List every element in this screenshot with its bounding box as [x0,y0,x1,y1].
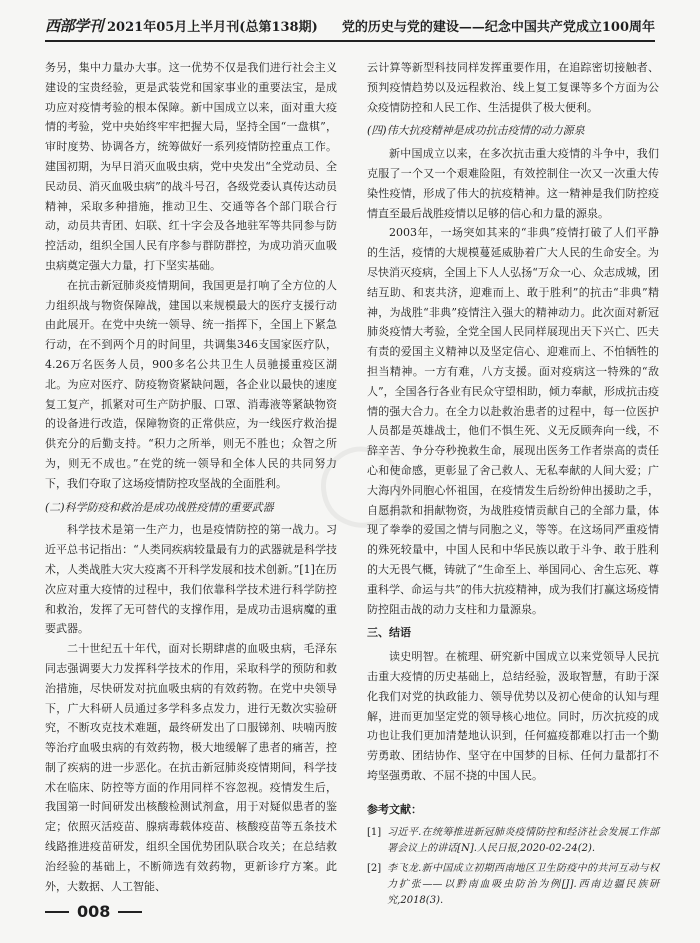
page-number: 008 [77,902,111,921]
paragraph: 读史明智。在梳理、研究新中国成立以来党领导人民抗击重大疫情的历史基础上，总结经验，汲取智慧，有助于深化我们对党的执政能力、领导优势以及初心使命的认知与理解，进而更加坚定党的领导核心地位。同时，历次抗疫的成功也让我们更加清楚地认识到，任何瘟疫都难以打击一个勤劳勇敢、团结协作、坚守在中国梦的目标、任何力量都打不垮坚强勇敢、不屈不挠的中国人民。 [367,650,659,782]
reference-item [367,861,659,909]
left-column [45,58,337,893]
reference-text: 李飞龙.新中国成立初期西南地区卫生防疫中的共河互动与权力扩张——以黔南血吸虫防治为例[J].西南边疆民族研究,2018(3). [387,863,659,907]
paragraph: 二十世纪五十年代，面对长期肆虐的血吸虫病，毛泽东同志强调要大力发挥科学技术的作用，采取科学的预防和救治措施，尽快研发对抗血吸虫病的有效药物。在党中央领导下，广大科研人员通过多学科多点发力，进行无数次实验研究，不断攻克技术难题，最终研发出了口服锑剂、呋喃丙胺等治疗血吸虫病的有效药物，极大地缓解了患者的痛苦，控制了疾病的进一步恶化。在抗击新冠肺炎疫情期间，科学技术在临床、防控等方面的作用同样不容忽视。疫情发生后，我国第一时间研发出核酸检测试剂盒，用于对疑似患者的鉴定；依照灭活疫苗、腺病毒载体疫苗、核酸疫苗等五条技术线路推进疫苗研发，组织全国优势团队联合攻关；在总结救治经验的基础上，不断筛选有效药物，更新诊疗方案。此外，大数据、人工智能、 [45,642,337,893]
paragraph: 务另，集中力量办大事。这一优势不仅是我们进行社会主义建设的宝贵经验，更是武装党和国家事业的重要法宝，是成功应对疫情考验的根本保障。新中国成立以来，面对重大疫情的考验，党中央始终牢牢把握大局，坚持全国“一盘棋”，审时度势、协调各方，统筹做好一系列疫情防控重点工作。建国初期，为早日消灭血吸虫病，党中央发出“全党动员、全民动员、消灭血吸虫病”的战斗号召，各级党委认真传达动员精神，采取多种措施，推动卫生、交通等各个部门联合行动，动员共青团、妇联、红十字会及各地驻军等共同参与防控活动，组织全国人民有序参与群防群控，为成功消灭血吸虫病奠定强大力量，打下坚实基础。 [45,61,337,272]
column-title: 党的历史与党的建设——纪念中国共产党成立100周年 [341,19,655,35]
header-left [45,15,318,36]
page-header [45,10,655,42]
paragraph: 新中国成立以来，在多次抗击重大疫情的斗争中，我们克服了一个又一个艰难险阻，有效控制住一次又一次重大传染性疫情，形成了伟大的抗疫精神。这一精神是我们防控疫情直至最后战胜疫情以足够的信心和力量的源泉。 [367,147,659,220]
reference-number: [2] [367,863,382,875]
issue-info: 2021年05月上半月刊(总第138期) [107,19,318,35]
journal-logo: 西部学刊 [45,16,104,35]
reference-text: 习近平.在统筹推进新冠肺炎疫情防控和经济社会发展工作部署会议上的讲话[N].人民日报,2020-02-24(2). [387,827,659,855]
paragraph: 云计算等新型科技同样发挥重要作用，在追踪密切接触者、预判疫情趋势以及远程救治、线上复工复课等多个方面为公众疫情防控和人民工作、生活提供了极大便利。 [367,61,659,114]
subsection-heading: (四)伟大抗疫精神是成功抗击疫情的动力源泉 [367,124,585,138]
reference-item [367,825,659,857]
paragraph: 在抗击新冠肺炎疫情期间，我国更是打响了全方位的人力组织战与物资保障战，建国以来规模最大的医疗支援行动由此展开。在党中央统一领导、统一指挥下，全国上下紧急行动，在不到两个月的时间里，共调集346支国家医疗队，4.26万名医务人员，900多名公共卫生人员驰援重疫区湖北。为应对医疗、防疫物资紧缺问题，各企业以最快的速度复工复产，抓紧对可生产防护服、口罩、消毒液等紧缺物资的设备进行改造，保障物资的正常供应，为一线医疗救治提供充分的后勤支持。“积力之所举，则无不胜也；众智之所为，则无不成也。”在党的统一领导和全体人民的共同努力下，我们夺取了这场疫情防控攻坚战的全面胜利。 [45,278,337,490]
right-column [367,58,659,907]
subsection-heading: (二)科学防疫和救治是成功战胜疫情的重要武器 [45,500,274,514]
section-heading: 三、结语 [367,626,411,640]
footer-rule [118,911,142,913]
watermark-seal: ◯ [306,424,414,536]
footer-rule [45,911,69,913]
reference-number: [1] [367,827,382,839]
references-heading: 参考文献： [367,802,422,816]
page-footer [45,902,142,921]
paragraph: 2003年，一场突如其来的“非典”疫情打破了人们平静的生活，疫情的大规模蔓延威胁着广大人民的生命安全。为尽快消灭疫病，全国上下人人弘扬“万众一心、众志成城，团结互助、和衷共济，迎难而上、敢于胜利”的抗击“非典”精神，为战胜“非典”疫情注入强大的精神动力。此次面对新冠肺炎疫情大考验，全党全国人民同样展现出天下兴亡、匹夫有责的爱国主义精神以及坚定信心、迎难而上、不怕牺牲的担当精神。一方有难，八方支援。面对疫病这一特殊的“敌人”，全国各行各业有民众守望相助，倾力奉献，形成抗击疫情的强大合力。在全力以赴救治患者的过程中，每一位医护人员都是英雄战士，他们不惧生死、义无反顾奔向一线，不辞辛苦、争分夺秒挽救生命，展现出医务工作者崇高的责任心和使命感，更彰显了舍己救人、无私奉献的人间大爱；广大海内外同胞心怀祖国，在疫情发生后纷纷伸出援助之手，自愿捐款和捐献物资，为战胜疫情贡献自己的全部力量，体现了拳拳的爱国之情与同胞之义，等等。在这场同严重疫情的殊死较量中，中国人民和中华民族以敢于斗争、敢于胜利的大无畏气概，铸就了“生命至上、举国同心、舍生忘死、尊重科学、命运与共”的伟大抗疫精神，成为我们打赢这场疫情防控阻击战的动力支柱和力量源泉。 [367,226,659,616]
paragraph: 科学技术是第一生产力，也是疫情防控的第一战力。习近平总书记指出：“人类同疾病较量最有力的武器就是科学技术，人类战胜大灾大疫离不开科学发展和技术创新。”[1]在历次应对重大疫情的过程中，我们依靠科学技术进行科学防控和救治，发挥了无可替代的支撑作用，是成功击退病魔的重要武器。 [45,523,337,636]
